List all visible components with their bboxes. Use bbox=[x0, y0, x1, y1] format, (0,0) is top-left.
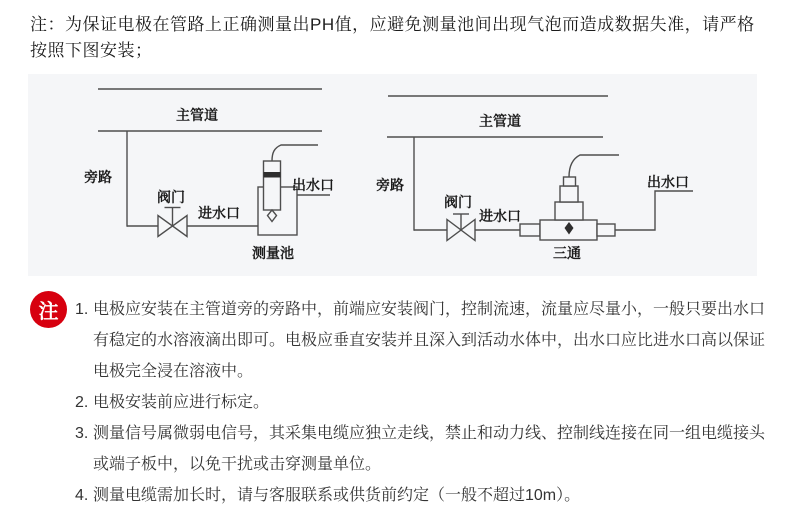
valve-label: 阀门 bbox=[444, 194, 472, 210]
note-item bbox=[75, 418, 769, 480]
note-item bbox=[75, 294, 769, 387]
note-number: 3. bbox=[75, 425, 89, 442]
note-item bbox=[75, 387, 769, 418]
electrode-cable bbox=[272, 145, 318, 161]
bypass-label: 旁路 bbox=[84, 169, 112, 185]
electrode-tip bbox=[268, 210, 277, 222]
outlet-label: 出水口 bbox=[647, 174, 689, 190]
electrode-cap-band bbox=[264, 172, 281, 178]
note-number: 4. bbox=[75, 487, 89, 504]
vessel-label: 测量池 bbox=[252, 245, 294, 261]
note-number: 2. bbox=[75, 394, 89, 411]
valve-icon bbox=[447, 220, 461, 241]
electrode-body bbox=[560, 186, 578, 202]
note-text: 电极应安装在主管道旁的旁路中，前端应安装阀门，控制流速，流量应尽量小，一般只要出水口有稳定的水溶液滴出即可。电极应垂直安装并且深入到活动水体中，出水口应比进水口高以保证电极完全浸在溶液中。 bbox=[93, 301, 766, 380]
note-text: 测量信号属微弱电信号，其采集电缆应独立走线，禁止和动力线、控制线连接在同一组电缆接头或端子板中，以免干扰或击穿测量单位。 bbox=[93, 425, 766, 473]
tee-right-connector bbox=[597, 224, 615, 236]
electrode-icon bbox=[264, 161, 281, 210]
tee-left-connector bbox=[520, 224, 540, 236]
notes-list bbox=[75, 294, 769, 511]
valve-icon bbox=[158, 216, 173, 237]
outlet-label: 出水口 bbox=[292, 177, 334, 193]
inlet-label: 进水口 bbox=[198, 205, 240, 221]
main-pipe-label: 主管道 bbox=[479, 113, 521, 129]
diagram-panel bbox=[28, 74, 757, 276]
note-item bbox=[75, 480, 769, 511]
electrode-gland bbox=[555, 202, 583, 220]
valve-icon bbox=[173, 216, 188, 237]
installation-diagrams bbox=[28, 74, 757, 276]
bypass-label: 旁路 bbox=[376, 177, 404, 193]
header-note: 注：为保证电极在管路上正确测量出PH值，应避免测量池间出现气泡而造成数据失准，请严格按照下图安装； bbox=[30, 15, 755, 60]
note-number: 1. bbox=[75, 301, 89, 318]
note-badge bbox=[30, 291, 67, 328]
left-diagram bbox=[84, 89, 334, 261]
inlet-label: 进水口 bbox=[479, 208, 521, 224]
note-text: 电极安装前应进行标定。 bbox=[93, 394, 270, 411]
tee-label: 三通 bbox=[553, 245, 581, 261]
valve-label: 阀门 bbox=[157, 189, 185, 205]
right-diagram bbox=[376, 96, 693, 261]
note-badge-label: 注 bbox=[38, 301, 59, 323]
outlet-pipe-line bbox=[615, 191, 693, 230]
valve-icon bbox=[461, 220, 475, 241]
electrode-cable bbox=[569, 155, 619, 177]
main-pipe-label: 主管道 bbox=[176, 107, 218, 123]
note-text: 测量电缆需加长时，请与客服联系或供货前约定（一般不超过10m）。 bbox=[93, 487, 581, 504]
electrode-cap bbox=[564, 177, 576, 186]
